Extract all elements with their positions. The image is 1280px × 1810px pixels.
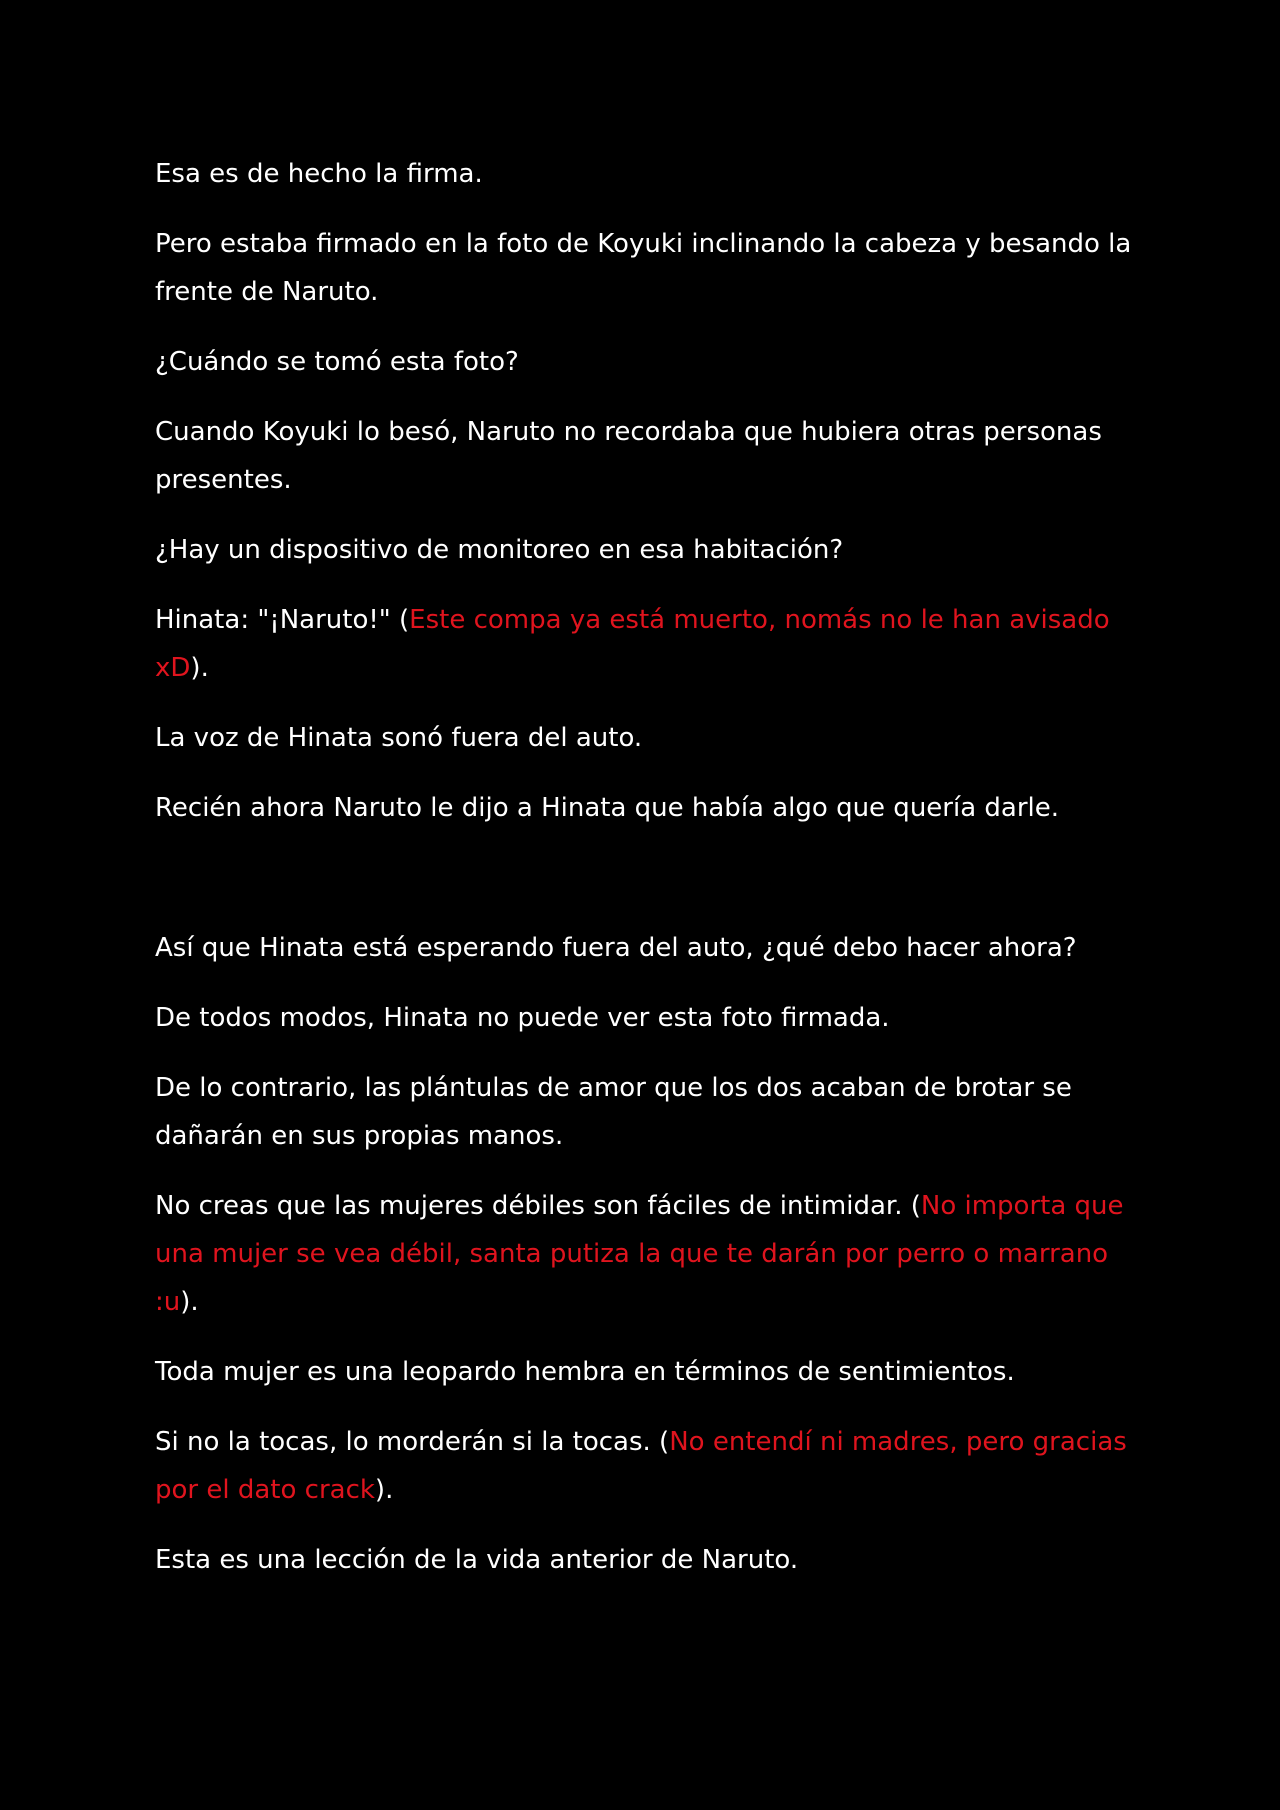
blank-line bbox=[155, 854, 1135, 924]
paragraph-15: Esta es una lección de la vida anterior de Naruto. bbox=[155, 1545, 799, 1575]
paragraph-8: Recién ahora Naruto le dijo a Hinata que había algo que quería darle. bbox=[155, 793, 1060, 823]
paragraph-3: ¿Cuándo se tomó esta foto? bbox=[155, 347, 519, 377]
paragraph-2: Pero estaba firmado en la foto de Koyuki inclinando la cabeza y besando la frente de Naruto. bbox=[155, 229, 1132, 307]
paragraph-13: Toda mujer es una leopardo hembra en términos de sentimientos. bbox=[155, 1357, 1015, 1387]
paragraph-4: Cuando Koyuki lo besó, Naruto no recordaba que hubiera otras personas presentes. bbox=[155, 417, 1102, 495]
paragraph-6-close: ). bbox=[190, 653, 209, 683]
translator-note: No importa que una mujer se vea débil, santa putiza la que te darán por perro o marrano :u bbox=[155, 1191, 1124, 1317]
paragraph-5: ¿Hay un dispositivo de monitoreo en esa habitación? bbox=[155, 535, 844, 565]
paragraph-12-close: ). bbox=[180, 1287, 199, 1317]
translator-note: No entendí ni madres, pero gracias por el dato crack bbox=[155, 1427, 1127, 1505]
paragraph-10: De todos modos, Hinata no puede ver esta foto firmada. bbox=[155, 1003, 890, 1033]
paragraph-12 bbox=[155, 1182, 1135, 1326]
paragraph-6 bbox=[155, 596, 1135, 692]
paragraph-11: De lo contrario, las plántulas de amor que los dos acaban de brotar se dañarán en sus propias manos. bbox=[155, 1073, 1072, 1151]
paragraph-6-text: Hinata: "¡Naruto!" ( bbox=[155, 605, 410, 635]
paragraph-14-close: ). bbox=[374, 1475, 394, 1505]
document-page bbox=[155, 150, 1135, 1606]
paragraph-14-text: Si no la tocas, lo morderán si la tocas. ( bbox=[155, 1427, 670, 1457]
paragraph-14 bbox=[155, 1418, 1135, 1514]
paragraph-1: Esa es de hecho la firma. bbox=[155, 159, 483, 189]
paragraph-12-text: No creas que las mujeres débiles son fáciles de intimidar. ( bbox=[155, 1191, 921, 1221]
translator-note: Este compa ya está muerto, nomás no le han avisado xD bbox=[155, 605, 1110, 683]
paragraph-9: Así que Hinata está esperando fuera del auto, ¿qué debo hacer ahora? bbox=[155, 933, 1077, 963]
paragraph-7: La voz de Hinata sonó fuera del auto. bbox=[155, 723, 643, 753]
